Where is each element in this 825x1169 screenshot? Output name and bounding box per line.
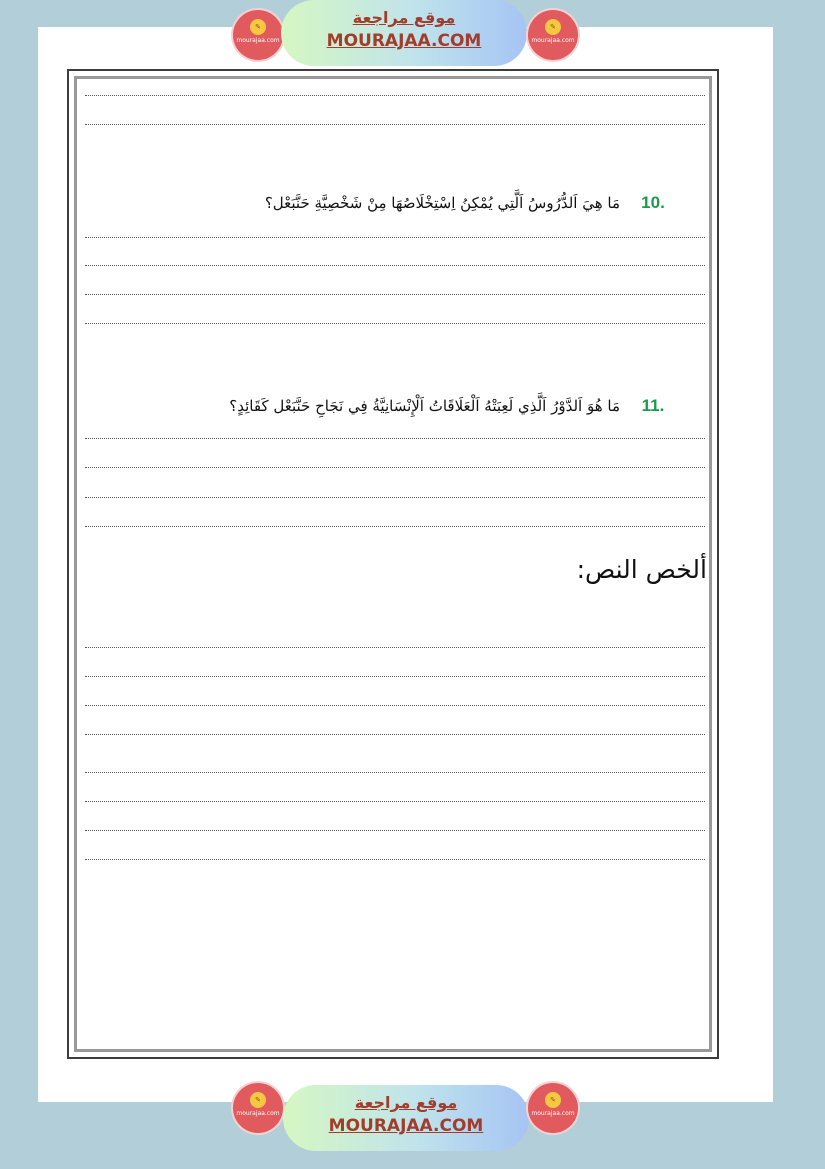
answer-line xyxy=(85,801,705,802)
site-logo-right-footer[interactable] xyxy=(528,1083,578,1133)
logo-emblem-icon: ✎ xyxy=(545,19,561,35)
answer-line xyxy=(85,323,705,324)
site-logo-left-footer[interactable] xyxy=(233,1083,283,1133)
answer-line xyxy=(85,647,705,648)
logo-emblem-icon: ✎ xyxy=(250,1092,266,1108)
answer-line xyxy=(85,438,705,439)
banner-english: MOURAJAA.COM xyxy=(326,31,482,51)
answer-line xyxy=(85,124,705,125)
question-number: 11. xyxy=(641,396,665,415)
site-logo-left[interactable] xyxy=(233,10,283,60)
answer-line xyxy=(85,772,705,773)
banner-arabic: موقع مراجعة xyxy=(354,1093,458,1112)
logo-text: mourajaa.com xyxy=(531,1110,575,1117)
question-text: مَا هُوَ اَلدَّوْرُ اَلَّذِي لَعِبَتْهُ اَلْعَلَاقَاتُ اَلْإِنْسَانِيَّةُ فِي نَجَاحِ حَنَّبَعْل كَقَائِدٍ؟ xyxy=(229,397,620,415)
answer-line xyxy=(85,294,705,295)
logo-text: mourajaa.com xyxy=(236,37,280,44)
answer-line xyxy=(85,676,705,677)
answer-line xyxy=(85,705,705,706)
banner-english: MOURAJAA.COM xyxy=(328,1116,484,1136)
answer-line xyxy=(85,95,705,96)
question-number: 10. xyxy=(641,193,665,212)
question-10 xyxy=(150,186,686,220)
logo-text: mourajaa.com xyxy=(531,37,575,44)
question-11 xyxy=(150,389,686,423)
answer-line xyxy=(85,859,705,860)
site-banner-bottom[interactable] xyxy=(283,1085,529,1151)
logo-emblem-icon: ✎ xyxy=(250,19,266,35)
answer-line xyxy=(85,734,705,735)
answer-line xyxy=(85,497,705,498)
answer-line xyxy=(85,237,705,238)
logo-text: mourajaa.com xyxy=(236,1110,280,1117)
summary-heading: ألخص النص: xyxy=(576,555,707,584)
answer-line xyxy=(85,467,705,468)
site-logo-right[interactable] xyxy=(528,10,578,60)
answer-line xyxy=(85,526,705,527)
logo-emblem-icon: ✎ xyxy=(545,1092,561,1108)
question-text: مَا هِيَ اَلدُّرُوسُ اَلَّتِي يُمْكِنُ اِسْتِخْلَاصُهَا مِنْ شَخْصِيَّةِ حَنَّبَعْل؟ xyxy=(264,194,620,212)
answer-line xyxy=(85,265,705,266)
site-banner-top[interactable] xyxy=(281,0,527,66)
banner-arabic: موقع مراجعة xyxy=(352,8,456,27)
answer-line xyxy=(85,830,705,831)
